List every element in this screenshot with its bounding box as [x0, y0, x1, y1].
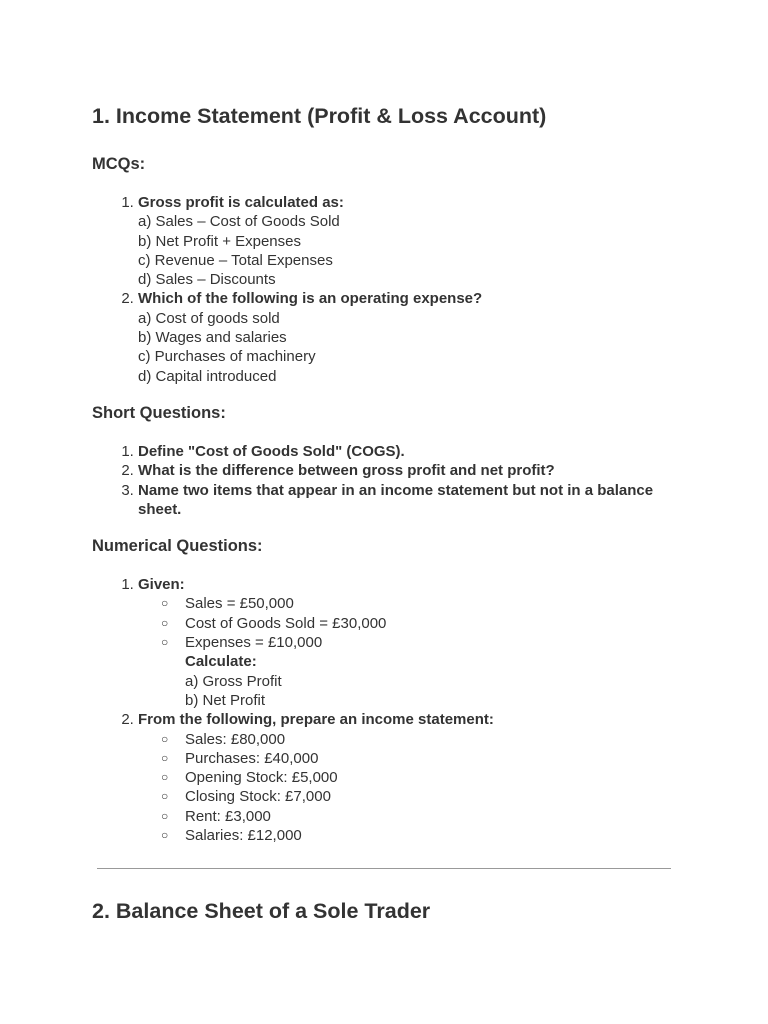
numerical-item	[138, 575, 672, 594]
mcq-option: d) Capital introduced	[138, 367, 277, 385]
given-value-text: Sales: £80,000	[185, 730, 286, 748]
circle-bullet-icon: ○	[161, 615, 169, 630]
given-value-text: Purchases: £40,000	[185, 749, 319, 767]
calculate-label: Calculate:	[185, 653, 257, 671]
given-value-item	[161, 807, 672, 826]
short-questions-list	[92, 442, 672, 519]
mcq-question: 1. Gross profit is calculated as:	[138, 194, 344, 211]
given-value-text: Expenses = £10,000	[185, 634, 323, 652]
circle-bullet-icon: ○	[161, 808, 169, 823]
numerical-question: 2. From the following, prepare an income statement:	[138, 711, 494, 729]
calculate-item: a) Gross Profit	[185, 672, 282, 690]
short-question-text: 3. Name two items that appear in an income statement but not in a balance sheet.	[138, 481, 654, 518]
short-question-item	[138, 442, 672, 461]
numerical-questions-heading: Numerical Questions:	[92, 537, 263, 556]
given-value-text: Rent: £3,000	[185, 807, 271, 825]
given-value-text: Opening Stock: £5,000	[185, 769, 338, 787]
mcq-option: a) Cost of goods sold	[138, 309, 280, 327]
given-values-list	[92, 594, 672, 652]
short-question-text: 1. Define "Cost of Goods Sold" (COGS).	[138, 442, 405, 460]
given-value-text: Closing Stock: £7,000	[185, 788, 331, 806]
mcq-item	[138, 193, 672, 289]
numerical-questions-list	[92, 575, 672, 594]
given-value-item	[161, 826, 672, 845]
mcq-option: b) Wages and salaries	[138, 329, 287, 347]
circle-bullet-icon: ○	[161, 770, 169, 785]
circle-bullet-icon: ○	[161, 635, 169, 650]
section-divider	[97, 868, 671, 869]
circle-bullet-icon: ○	[161, 750, 169, 765]
short-question-item	[138, 461, 672, 480]
short-question-text: 2. What is the difference between gross profit and net profit?	[138, 462, 555, 480]
section-1-title: 1. Income Statement (Profit & Loss Account)	[92, 104, 547, 128]
short-questions-heading: Short Questions:	[92, 403, 226, 422]
given-value-item	[161, 768, 672, 787]
mcq-item	[138, 289, 672, 385]
mcq-option: a) Sales – Cost of Goods Sold	[138, 213, 340, 231]
given-value-item	[161, 614, 672, 633]
numerical-item	[138, 710, 672, 729]
numerical-questions-list-continued	[92, 710, 672, 729]
given-value-item	[161, 594, 672, 613]
numerical-question: 1. Given:	[138, 576, 185, 594]
mcq-heading: MCQs:	[92, 155, 146, 173]
document-body	[92, 101, 672, 845]
circle-bullet-icon: ○	[161, 789, 169, 804]
section-2	[92, 896, 430, 926]
given-value-item	[161, 787, 672, 806]
mcq-question: 2. Which of the following is an operating expense?	[138, 290, 483, 308]
given-value-item	[161, 633, 672, 652]
mcq-option: c) Purchases of machinery	[138, 348, 316, 366]
given-value-text: Salaries: £12,000	[185, 827, 302, 845]
mcq-option: b) Net Profit + Expenses	[138, 232, 301, 250]
given-value-item	[161, 749, 672, 768]
given-values-list	[92, 730, 672, 846]
given-value-text: Cost of Goods Sold = £30,000	[185, 614, 387, 632]
calculate-block	[92, 652, 672, 710]
mcq-option: d) Sales – Discounts	[138, 271, 276, 289]
mcq-list	[92, 193, 672, 386]
short-question-item	[138, 481, 672, 520]
circle-bullet-icon: ○	[161, 731, 169, 746]
mcq-option: c) Revenue – Total Expenses	[138, 251, 333, 269]
given-value-text: Sales = £50,000	[185, 595, 294, 613]
circle-bullet-icon: ○	[161, 596, 169, 611]
given-value-item	[161, 730, 672, 749]
circle-bullet-icon: ○	[161, 828, 169, 843]
calculate-item: b) Net Profit	[185, 691, 266, 709]
section-2-title: 2. Balance Sheet of a Sole Trader	[92, 899, 431, 923]
